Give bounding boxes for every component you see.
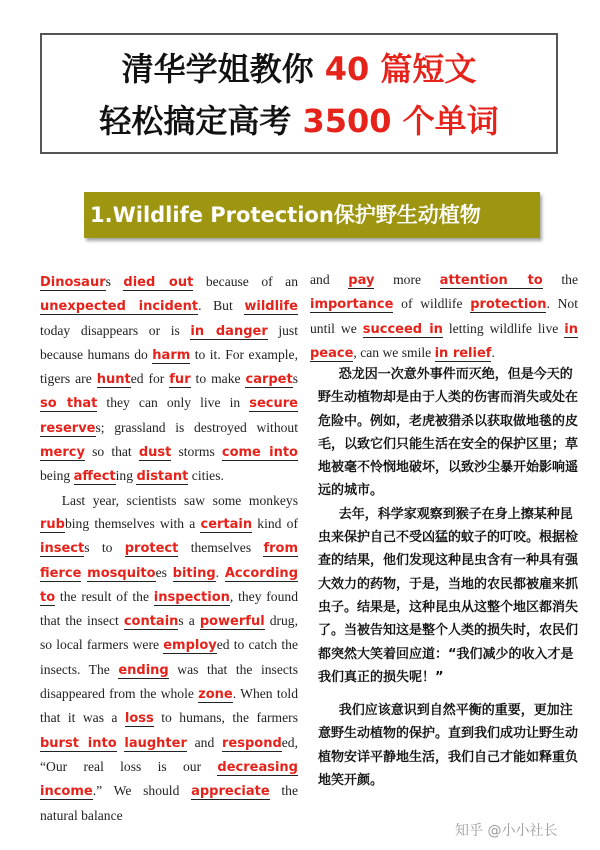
title-line-1-red: 40 篇短文 <box>324 50 477 88</box>
section-banner: 1.Wildlife Protection保护野生动植物 <box>84 192 540 238</box>
vocab-keyword: loss <box>124 711 154 727</box>
vocab-keyword: dust <box>138 445 172 461</box>
text-run: kind of <box>252 515 298 531</box>
text-run: s; grassland is destroyed without <box>95 419 298 435</box>
vocab-keyword: rub <box>40 516 65 532</box>
text-run: was that the insects disappeared from the whole <box>40 661 298 702</box>
vocab-keyword: in relief <box>434 345 492 361</box>
watermark: 知乎 @小小社长 <box>455 823 558 839</box>
text-run: themselves <box>178 540 264 556</box>
title-line-2 <box>42 95 556 147</box>
vocab-keyword: respond <box>222 735 282 751</box>
chinese-paragraph-3: 我们应该意识到自然平衡的重要，更加注意野生动植物的保护。直到我们成功让野生动植物安详平静地生活，我们自己才能如释重负地笑开颜。 <box>318 703 579 789</box>
title-box <box>40 33 558 154</box>
vocab-keyword: ending <box>118 662 169 678</box>
vocab-keyword: mercy <box>40 445 85 461</box>
title-line-2-red: 3500 个单词 <box>302 102 499 140</box>
text-run: drug, so local farmers were <box>40 613 299 653</box>
vocab-keyword: distant <box>136 469 189 485</box>
title-line-1-black: 清华学姐教你 <box>121 50 314 88</box>
title-line-1 <box>42 43 556 95</box>
vocab-keyword: appreciate <box>191 784 270 800</box>
text-run: letting wildlife live <box>442 320 565 336</box>
vocab-keyword: inspection <box>153 589 230 605</box>
left-column <box>40 270 298 827</box>
vocab-keyword: in danger <box>190 323 268 339</box>
vocab-keyword: insect <box>40 541 85 557</box>
vocab-keyword: in peace <box>310 321 578 361</box>
text-run: . <box>215 564 225 580</box>
vocab-keyword: decreasing <box>217 759 298 775</box>
text-run: .” We should <box>92 783 192 799</box>
text-run: and <box>310 272 349 287</box>
text-run: today disappears or is <box>40 322 191 338</box>
right-column-english <box>310 268 578 365</box>
vocab-keyword: pay <box>348 273 375 288</box>
vocab-keyword: According to <box>40 565 298 605</box>
text-run: of wildlife <box>393 296 471 312</box>
vocab-keyword: unexpected incident <box>40 299 199 315</box>
vocab-keyword: carpet <box>245 372 293 388</box>
vocab-keyword: so that <box>40 396 98 412</box>
vocab-keyword: protect <box>124 541 179 557</box>
text-run: just because humans do <box>40 322 299 362</box>
vocab-keyword: affect <box>73 469 116 485</box>
text-run: ed for <box>130 371 170 387</box>
english-paragraph-1 <box>40 270 298 489</box>
text-run: to make <box>190 371 246 387</box>
vocab-keyword: secure reserve <box>40 396 298 436</box>
vocab-keyword: protection <box>470 297 547 313</box>
text-run: to humans, the farmers <box>153 710 298 726</box>
english-paragraph-2 <box>40 489 298 827</box>
vocab-keyword: attention to <box>439 273 543 288</box>
text-run: . <box>491 344 495 360</box>
text-run: so that <box>84 444 139 460</box>
text-run: the natural balance <box>40 783 298 823</box>
text-run: the result of the <box>55 588 154 604</box>
right-column-chinese <box>318 363 578 792</box>
english-paragraph-3 <box>310 268 578 365</box>
vocab-keyword: certain <box>200 516 253 532</box>
chinese-paragraph-2: 去年，科学家观察到猴子在身上擦某种昆虫来保护自己不受凶猛的蚊子的叮咬。根据检查的结果，他们发现这种昆虫含有一种具有强大效力的药物，于是，当地的农民都被雇来抓虫子。结果是，这种昆虫从这整个地区都消失了。当被告知这是整个人类的损失时，农民们都突然大笑着回应道：“我们减少的收入才是我们真正的损失呢！” <box>318 506 579 685</box>
text-run: the <box>542 272 578 287</box>
text-run: being <box>40 468 74 484</box>
vocab-keyword: fierce <box>40 565 82 581</box>
text-run: more <box>374 272 440 287</box>
text-run: . But <box>198 298 245 314</box>
vocab-keyword: powerful <box>199 614 265 630</box>
vocab-keyword: come into <box>221 445 298 461</box>
text-run: and <box>186 734 222 750</box>
vocab-keyword: contain <box>123 614 179 630</box>
vocab-keyword: wildlife <box>244 299 298 315</box>
text-run: they can only live in <box>97 395 250 411</box>
vocab-keyword: laughter <box>124 735 187 751</box>
text-run: bing themselves with a <box>64 515 201 531</box>
text-run: cities. <box>188 468 224 484</box>
vocab-keyword: hunt <box>96 372 131 388</box>
title-line-2-black: 轻松搞定高考 <box>99 102 292 140</box>
vocab-keyword: Dinosaur <box>40 275 106 290</box>
vocab-keyword: burst into <box>40 735 117 751</box>
text-run: . When told that it was a <box>40 686 299 726</box>
vocab-keyword: from <box>263 541 298 557</box>
text-run: es <box>155 564 173 580</box>
chinese-paragraph-1: 恐龙因一次意外事件而灭绝，但是今天的野生动植物却是由于人类的伤害而消失或处在危险中。例如，老虎被猎杀以获取做地毯的皮毛，以致它们只能生活在安全的保护区里；草地被毫不怜悯地破坏，以致沙尘暴开始影响遥远的城市。 <box>318 367 579 499</box>
text-run: , they found that the insect <box>40 588 298 629</box>
vocab-keyword: importance <box>310 297 394 313</box>
vocab-keyword: succeed in <box>362 321 443 337</box>
vocab-keyword: died out <box>123 275 194 290</box>
text-run: . Not until we <box>310 296 578 336</box>
vocab-keyword: biting <box>172 565 216 581</box>
text-run: storms <box>171 444 222 460</box>
text-run: because of an <box>193 274 298 289</box>
text-run: ed to catch the insects. The <box>40 637 298 677</box>
vocab-keyword: zone <box>198 687 233 703</box>
text-run: ed, “Our real loss is our <box>40 734 298 774</box>
vocab-keyword: fur <box>169 372 191 388</box>
text-run: s <box>292 371 299 387</box>
text-run: s a <box>178 613 200 629</box>
text-run: s to <box>84 540 125 556</box>
text-run: to it. For example, tigers are <box>40 346 298 387</box>
vocab-keyword: harm <box>152 347 191 363</box>
vocab-keyword: employ <box>163 638 217 654</box>
text-run: ing <box>115 468 137 484</box>
text-run: Last year, scientists saw some monkeys <box>61 492 298 508</box>
text-run: s <box>105 274 124 289</box>
text-run: , can we smile <box>353 344 435 360</box>
vocab-keyword: mosquito <box>87 565 156 581</box>
vocab-keyword: income <box>40 784 93 800</box>
